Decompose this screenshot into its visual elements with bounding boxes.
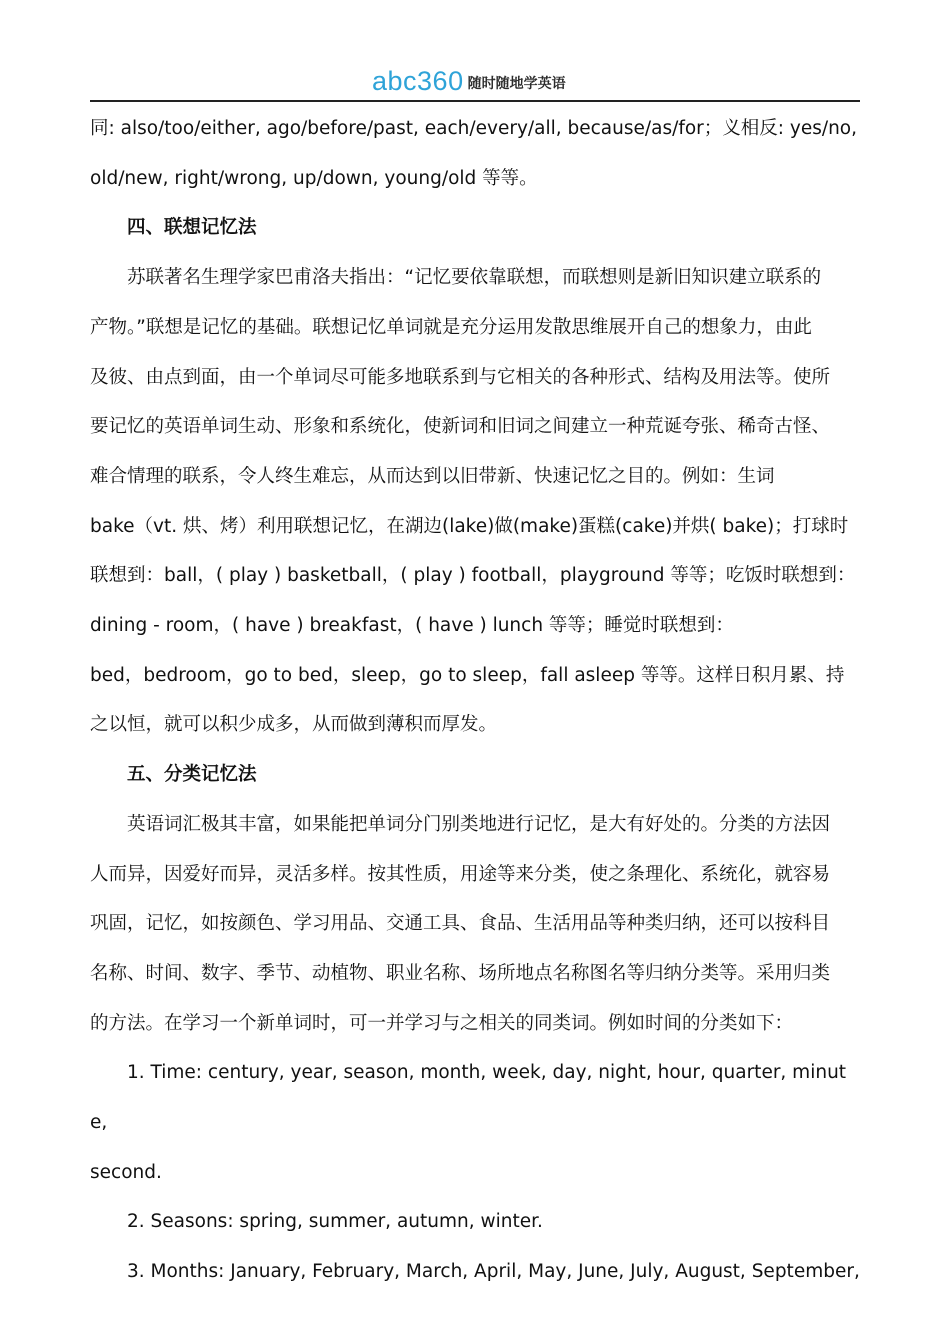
section-heading: 四、联想记忆法	[127, 217, 257, 239]
text-line: 难合情理的联系，令人终生难忘，从而达到以旧带新、快速记忆之目的。例如：生词	[90, 465, 775, 487]
page-header	[90, 64, 860, 102]
text-line: 巩固，记忆，如按颜色、学习用品、交通工具、食品、生活用品等种类归纳，还可以按科目	[90, 913, 831, 935]
list-item: 2. Seasons: spring, summer, autumn, winter.	[127, 1211, 543, 1233]
text-line: bake（vt. 烘、烤）利用联想记忆，在湖边(lake)做(make)蛋糕(cake)并烘( bake)；打球时	[90, 515, 849, 537]
text-line: 及彼、由点到面，由一个单词尽可能多地联系到与它相关的各种形式、结构及用法等。使所	[90, 366, 831, 388]
abc360-logo	[372, 66, 566, 96]
logo-text: abc360	[372, 66, 464, 96]
list-item: 1. Time: century, year, season, month, week, day, night, hour, quarter, minute,	[90, 1062, 847, 1134]
text-line: second.	[90, 1161, 162, 1183]
text-line: 产物。”联想是记忆的基础。联想记忆单词就是充分运用发散思维展开自己的想象力，由此	[90, 316, 812, 338]
logo-slogan: 随时随地学英语	[467, 76, 566, 92]
text-line: 英语词汇极其丰富，如果能把单词分门别类地进行记忆，是大有好处的。分类的方法因	[127, 813, 831, 835]
text-line: 之以恒，就可以积少成多，从而做到薄积而厚发。	[90, 714, 498, 736]
text-line: bed，bedroom，go to bed，sleep，go to sleep，fall asleep 等等。这样日积月累、持	[90, 664, 845, 686]
list-item: 3. Months: January, February, March, April, May, June, July, August, September,	[127, 1261, 860, 1283]
text-line: 同: also/too/either, ago/before/past, each/every/all, because/as/for；义相反: yes/no,	[90, 118, 858, 139]
text-line: 的方法。在学习一个新单词时，可一并学习与之相关的同类词。例如时间的分类如下：	[90, 1012, 794, 1034]
text-line: 联想到：ball，( play ) basketball，( play ) football，playground 等等；吃饭时联想到：	[90, 565, 856, 587]
document-body	[90, 104, 860, 1297]
text-line: 苏联著名生理学家巴甫洛夫指出：“记忆要依靠联想，而联想则是新旧知识建立联系的	[127, 267, 822, 289]
text-line: 人而异，因爱好而异，灵活多样。按其性质，用途等来分类，使之条理化、系统化，就容易	[90, 863, 831, 885]
text-line: 名称、时间、数字、季节、动植物、职业名称、场所地点名称图名等归纳分类等。采用归类	[90, 962, 831, 984]
text-line: old/new, right/wrong, up/down, young/old 等等。	[90, 167, 538, 189]
text-line: dining - room，( have ) breakfast，( have ) lunch 等等；睡觉时联想到：	[90, 615, 734, 637]
text-line: 要记忆的英语单词生动、形象和系统化，使新词和旧词之间建立一种荒诞夸张、稀奇古怪、	[90, 416, 831, 438]
section-heading: 五、分类记忆法	[127, 764, 257, 786]
